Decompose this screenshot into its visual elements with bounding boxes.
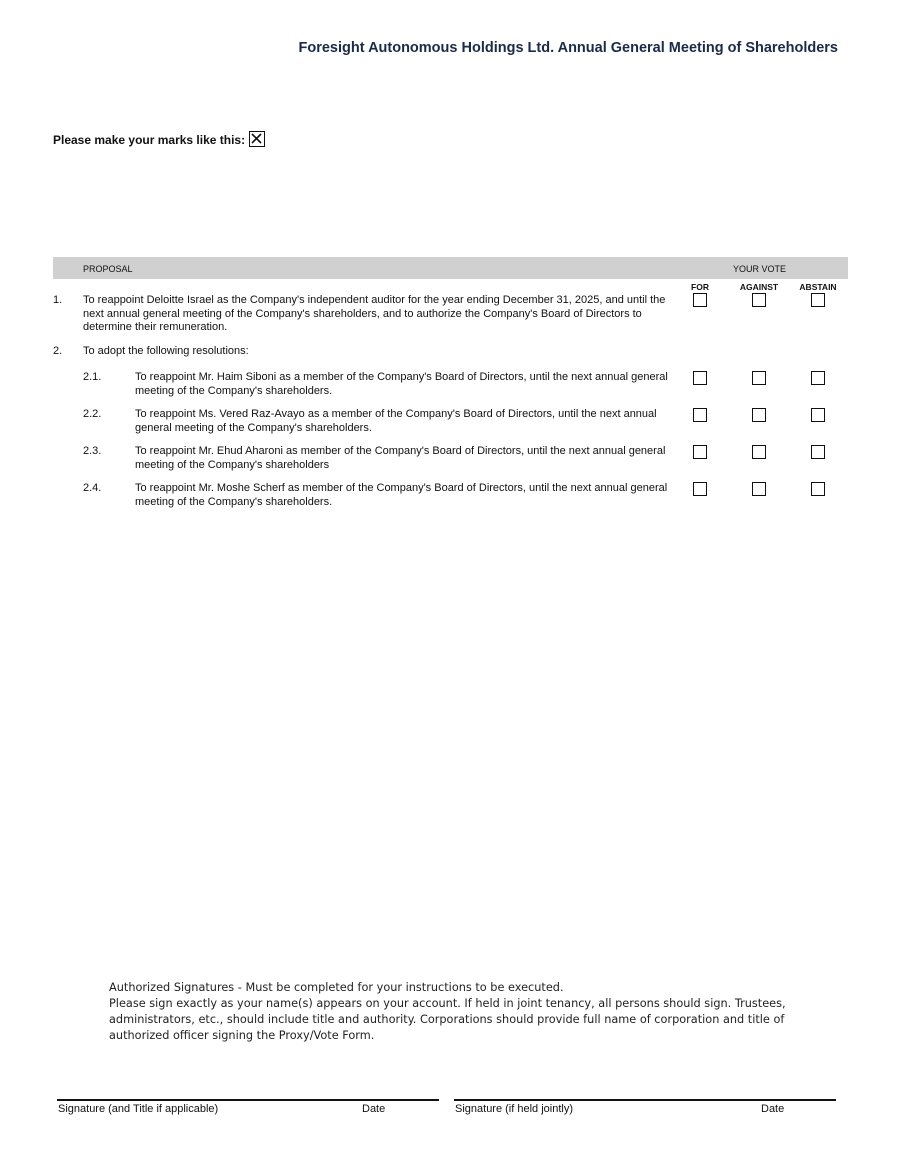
proposal-text: To reappoint Deloitte Israel as the Company's independent auditor for the year ending December 31, 2025, and until the next annual general meeting of the Company's shareholders, and to authorize the Company's Board of Directors to determine their remuneration.: [83, 294, 666, 333]
subproposal-number: 2.1.: [83, 371, 102, 383]
subproposal-text: To reappoint Mr. Haim Siboni as a member of the Company's Board of Directors, until the next annual general meeting of the Company's shareholders.: [135, 371, 668, 397]
signature-1-label: Signature (and Title if applicable): [58, 1103, 219, 1115]
signature-line-1[interactable]: [57, 1099, 439, 1101]
proposal-1-abstain-checkbox[interactable]: [811, 293, 825, 307]
proposal-2-1-for-checkbox[interactable]: [693, 371, 707, 385]
proposal-number: 1.: [53, 294, 63, 306]
your-vote-column-header: YOUR VOTE: [733, 264, 787, 274]
proposal-2-2-abstain-checkbox[interactable]: [811, 408, 825, 422]
signature-2-label: Signature (if held jointly): [455, 1103, 574, 1115]
proposal-2-4-for-checkbox[interactable]: [693, 482, 707, 496]
proposal-2-2-against-checkbox[interactable]: [752, 408, 766, 422]
proposal-2-2-for-checkbox[interactable]: [693, 408, 707, 422]
for-column-label: FOR: [691, 282, 709, 292]
proposal-table-header: [53, 257, 848, 279]
signature-instructions-title: Authorized Signatures - Must be completed for your instructions to be executed.: [109, 981, 564, 994]
proposal-2-4-abstain-checkbox[interactable]: [811, 482, 825, 496]
marks-instruction-label: Please make your marks like this:: [53, 133, 246, 147]
proposal-2-3-against-checkbox[interactable]: [752, 445, 766, 459]
proposal-2-3-for-checkbox[interactable]: [693, 445, 707, 459]
proposal-2-4-against-checkbox[interactable]: [752, 482, 766, 496]
signature-2-date-label: Date: [761, 1103, 785, 1115]
subproposal-text: To reappoint Ms. Vered Raz-Avayo as a member of the Company's Board of Directors, until the next annual general meeting of the Company's shareholders.: [135, 408, 657, 434]
proposal-number: 2.: [53, 345, 63, 357]
proposal-2-1-against-checkbox[interactable]: [752, 371, 766, 385]
signature-instructions-body: Please sign exactly as your name(s) appears on your account. If held in joint tenancy, all persons should sign. Trustees, administrators, etc., should include title and authority. Corporations should provide full name of corporation and title of authorized officer signing the Proxy/Vote Form.: [109, 997, 786, 1042]
subproposal-text: To reappoint Mr. Moshe Scherf as member of the Company's Board of Directors, until the next annual general meeting of the Company's shareholders.: [135, 482, 668, 508]
proposal-1-against-checkbox[interactable]: [752, 293, 766, 307]
page-title: Foresight Autonomous Holdings Ltd. Annual General Meeting of Shareholders: [298, 40, 838, 56]
proposal-text: To adopt the following resolutions:: [83, 345, 249, 357]
proposal-2-1-abstain-checkbox[interactable]: [811, 371, 825, 385]
proposal-1-for-checkbox[interactable]: [693, 293, 707, 307]
proposal-2-3-abstain-checkbox[interactable]: [811, 445, 825, 459]
against-column-label: AGAINST: [739, 282, 779, 292]
subproposal-text: To reappoint Mr. Ehud Aharoni as member of the Company's Board of Directors, until the next annual general meeting of the Company's shareholders: [135, 445, 666, 471]
subproposal-number: 2.4.: [83, 482, 102, 494]
abstain-column-label: ABSTAIN: [799, 282, 837, 292]
signature-1-date-label: Date: [362, 1103, 386, 1115]
signature-instructions: [109, 980, 809, 1044]
proposal-column-header: PROPOSAL: [83, 264, 133, 274]
subproposal-number: 2.3.: [83, 445, 102, 457]
checked-box-icon: [249, 131, 265, 147]
subproposal-number: 2.2.: [83, 408, 102, 420]
signature-line-2[interactable]: [454, 1099, 836, 1101]
